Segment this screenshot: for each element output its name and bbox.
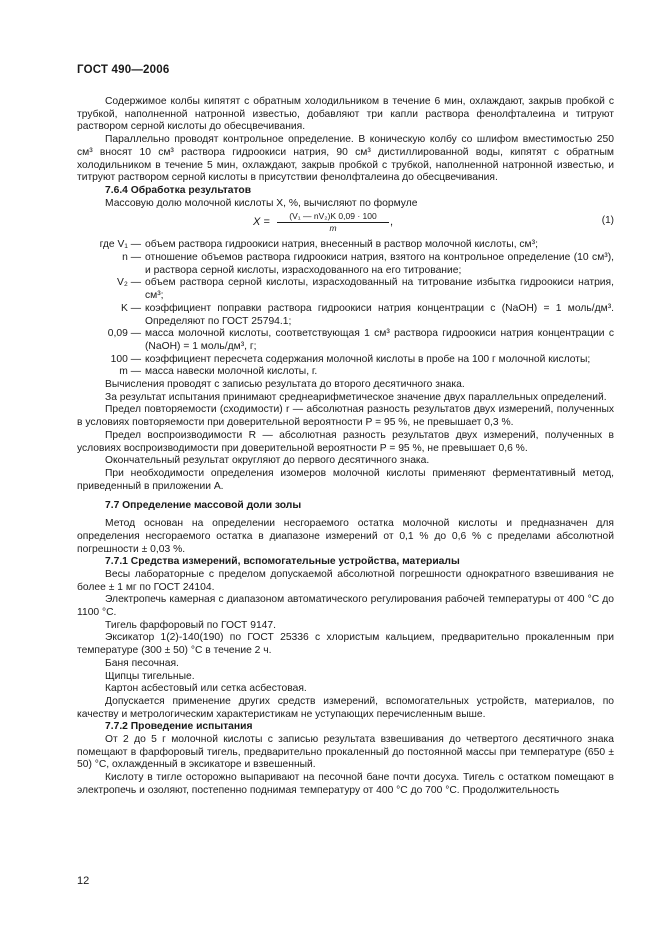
paragraph: Содержимое колбы кипятят с обратным холодильником в течение 6 мин, охлаждают, закрыв пробкой с трубкой, наполненной натронной известью, добавляют три капли раствора фенолфталеина и титруют раствором серной кислоты до обесцвечивания. [77, 96, 614, 133]
subsection-heading-7-6-4: 7.6.4 Обработка результатов [105, 184, 252, 196]
definition-row [77, 366, 614, 379]
definition-text: объем раствора серной кислоты, израсходованный на титрование избытка гидроокиси натрия, см³; [145, 277, 614, 302]
definition-text: масса навески молочной кислоты, г. [145, 366, 318, 378]
definition-symbol: m — [119, 366, 141, 378]
symbol-definitions [77, 239, 614, 379]
definition-row [77, 277, 614, 302]
definition-row [77, 303, 614, 328]
definition-text: объем раствора гидроокиси натрия, внесенный в раствор молочной кислоты, см³; [145, 239, 538, 251]
paragraph: Метод основан на определении несгораемого остатка молочной кислоты и предназначен для определения несгораемого остатка в диапазоне измерений от 0,1 % до 0,6 % с пределами абсолютной погрешности ± 0,03 %. [77, 518, 614, 555]
paragraph: Тигель фарфоровый по ГОСТ 9147. [105, 619, 276, 631]
paragraph: Вычисления проводят с записью результата до второго десятичного знака. [105, 379, 465, 391]
definition-text: масса молочной кислоты, соответствующая 1 см³ раствора гидроокиси натрия концентрации c (NaOH) = 1 моль/дм³, г; [145, 328, 614, 352]
definition-text: коэффициент пересчета содержания молочной кислоты в пробе на 100 г молочной кислоты; [145, 353, 591, 365]
formula-tail: , [390, 216, 394, 229]
formula-numerator: (V₁ — nV₂)K 0,09 · 100 [277, 211, 389, 223]
paragraph: Предел воспроизводимости R — абсолютная разность результатов двух измерений, полученных в условиях воспроизводимости при доверительной вероятности P = 95 %, не превышает 0,6 %. [77, 429, 614, 454]
document-header: ГОСТ 490—2006 [77, 64, 170, 76]
formula-number: (1) [601, 215, 614, 227]
definition-symbol: 0,09 — [107, 328, 141, 340]
formula [77, 211, 614, 237]
definition-symbol: V₂ — [116, 277, 141, 289]
definition-row [77, 239, 614, 252]
paragraph: При необходимости определения изомеров молочной кислоты применяют ферментативный метод, приведенный в приложении А. [77, 467, 614, 492]
paragraph: Электропечь камерная с диапазоном автоматического регулирования рабочей температуры от 400 °С до 1100 °С. [77, 594, 614, 619]
paragraph: Баня песочная. [105, 657, 179, 669]
definition-text: отношение объемов раствора гидроокиси натрия, взятого на контрольное определение (10 см³), и раствора серной кислоты, израсходованного на его титрование; [145, 252, 614, 276]
definition-text: коэффициент поправки раствора гидроокиси натрия концентрации c (NaOH) = 1 моль/дм³. Определяют по ГОСТ 25794.1; [145, 302, 614, 327]
paragraph: Картон асбестовый или сетка асбестовая. [105, 683, 307, 695]
paragraph: От 2 до 5 г молочной кислоты с записью результата взвешивания до четвертого десятичного знака помещают в фарфоровый тигель, предварительно прокаленный до постоянной массы при температуре (650 ± 50) °С, охлажденный в эксикаторе и взвешенный. [77, 734, 614, 771]
definition-symbol: K — [120, 302, 141, 314]
formula-lhs: X = [253, 216, 270, 229]
definition-symbol: где V₁ — [99, 239, 141, 251]
paragraph: Весы лабораторные с пределом допускаемой абсолютной погрешности однократного взвешивания не более ± 1 мг по ГОСТ 24104. [77, 568, 614, 593]
definition-symbol: 100 — [110, 353, 141, 365]
paragraph: За результат испытания принимают среднеарифметическое значение двух параллельных определений. [105, 391, 607, 403]
paragraph: Эксикатор 1(2)-140(190) по ГОСТ 25336 с хлористым кальцием, предварительно прокаленным при температуре (300 ± 50) °С в течение 2 ч. [77, 632, 614, 657]
page-number: 12 [77, 875, 90, 887]
paragraph: Кислоту в тигле осторожно выпаривают на песочной бане почти досуха. Тигель с остатком помещают в электропечь и озоляют, постепенно поднимая температуру от 400 °С до 700 °С. Продолжительность [77, 772, 614, 796]
paragraph: Щипцы тигельные. [105, 670, 195, 682]
formula-fraction [277, 211, 389, 234]
definition-row [77, 354, 614, 367]
subsection-heading-7-7-1: 7.7.1 Средства измерений, вспомогательные устройства, материалы [105, 556, 460, 568]
subsection-heading-7-7-2: 7.7.2 Проведение испытания [105, 721, 253, 733]
paragraph: Допускается применение других средств измерений, вспомогательных устройств, материалов, по качеству и метрологическим характеристикам не уступающих перечисленным выше. [77, 695, 614, 720]
formula-denominator: m [329, 223, 337, 234]
formula-intro: Массовую долю молочной кислоты X, %, вычисляют по формуле [105, 197, 418, 209]
definition-symbol: n — [122, 252, 141, 264]
definition-row [77, 252, 614, 277]
document-body [77, 96, 614, 798]
paragraph: Параллельно проводят контрольное определение. В коническую колбу со шлифом вместимостью 250 см³ вносят 10 см³ раствора гидроокиси натрия, 90 см³ дистиллированной воды, кипятят с обратным холодильником в течение 5 мин, охлаждают, закрыв пробкой с трубкой, наполненной натронной известью, и титруют раствором серной кислоты в присутствии фенолфталеина до обесцвечивания. [77, 134, 614, 184]
section-heading-7-7: 7.7 Определение массовой доли золы [105, 500, 302, 512]
paragraph: Предел повторяемости (сходимости) r — абсолютная разность результатов двух измерений, полученных в условиях повторяемости при доверительной вероятности P = 95 %, не превышает 0,3 %. [77, 404, 614, 429]
paragraph: Окончательный результат округляют до первого десятичного знака. [105, 455, 430, 467]
definition-row [77, 328, 614, 353]
